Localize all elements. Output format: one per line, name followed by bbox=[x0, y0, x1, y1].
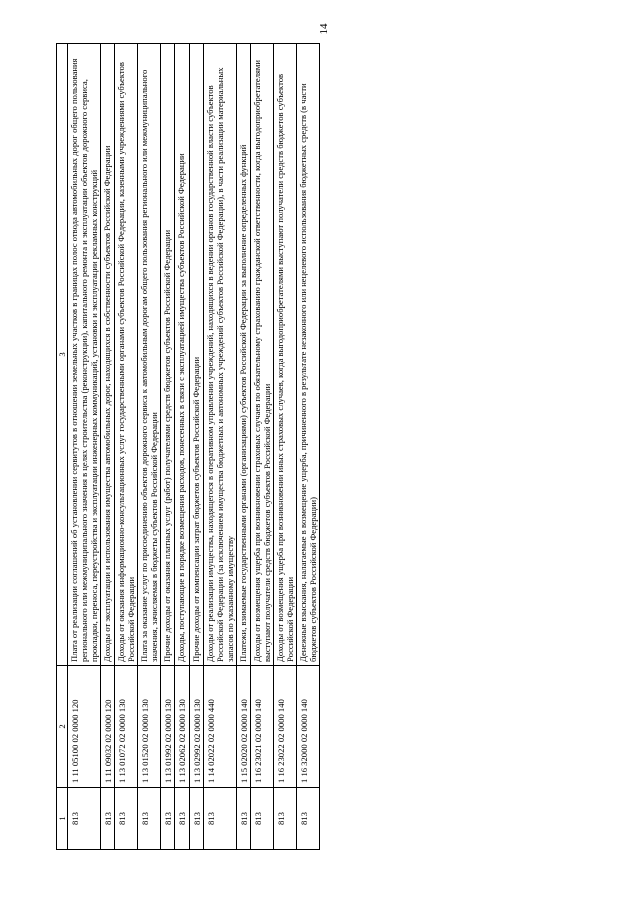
column-header-1: 1 bbox=[57, 788, 68, 850]
revenue-code-cell: 1 13 02062 02 0000 130 bbox=[175, 666, 189, 788]
column-header-2: 2 bbox=[57, 666, 68, 788]
description-cell: Плата за оказание услуг по присоединению объектов дорожного сервиса к автомобильным дорогам общего пользования регионального или межмуниципального значения, зачисляемая в бюджеты субъектов Российской Федерации bbox=[138, 44, 161, 666]
admin-code-cell: 813 bbox=[138, 788, 161, 850]
description-cell: Доходы от эксплуатации и использования имущества автомобильных дорог, находящихся в собственности субъектов Российской Федерации bbox=[101, 44, 115, 666]
rotated-table-container bbox=[56, 44, 590, 850]
revenue-code-cell: 1 16 23021 02 0000 140 bbox=[250, 666, 273, 788]
admin-code-cell: 813 bbox=[115, 788, 138, 850]
description-cell: Прочие доходы от оказания платных услуг (работ) получателями средств бюджетов субъектов Российской Федерации bbox=[161, 44, 175, 666]
table-row bbox=[273, 44, 296, 850]
admin-code-cell: 813 bbox=[296, 788, 319, 850]
admin-code-cell: 813 bbox=[203, 788, 236, 850]
revenue-code-cell: 1 16 32000 02 0000 140 bbox=[296, 666, 319, 788]
admin-code-cell: 813 bbox=[101, 788, 115, 850]
table-row bbox=[161, 44, 175, 850]
description-cell: Доходы от реализации имущества, находящегося в оперативном управлении учреждений, находящихся в ведении органов государственной власти субъектов Российской Федерации (за исключением имущества бюджетных и автономных учреждений субъектов Российской Федерации), в части реализации материальных запасов по указанному имуществу bbox=[203, 44, 236, 666]
admin-code-cell: 813 bbox=[236, 788, 250, 850]
description-cell: Доходы от возмещения ущерба при возникновении страховых случаев по обязательному страхованию гражданской ответственности, когда выгодоприобретателями выступают получатели средств бюджетов субъектов Российской Федерации bbox=[250, 44, 273, 666]
admin-code-cell: 813 bbox=[161, 788, 175, 850]
table-row bbox=[203, 44, 236, 850]
admin-code-cell: 813 bbox=[189, 788, 203, 850]
description-cell: Денежные взыскания, налагаемые в возмещение ущерба, причиненного в результате незаконного или нецелевого использования бюджетных средств (в части бюджетов субъектов Российской Федерации) bbox=[296, 44, 319, 666]
table-row bbox=[189, 44, 203, 850]
revenue-code-cell: 1 11 09032 02 0000 120 bbox=[101, 666, 115, 788]
page-number: 14 bbox=[318, 23, 330, 35]
revenue-code-cell: 1 14 02022 02 0000 440 bbox=[203, 666, 236, 788]
description-cell: Платежи, взимаемые государственными органами (организациями) субъектов Российской Федерации за выполнение определенных функций bbox=[236, 44, 250, 666]
revenue-code-cell: 1 13 01992 02 0000 130 bbox=[161, 666, 175, 788]
revenue-code-cell: 1 13 01520 02 0000 130 bbox=[138, 666, 161, 788]
revenue-code-cell: 1 13 01072 02 0000 130 bbox=[115, 666, 138, 788]
column-header-3: 3 bbox=[57, 44, 68, 666]
revenue-code-cell: 1 15 02020 02 0000 140 bbox=[236, 666, 250, 788]
revenue-code-cell: 1 16 23022 02 0000 140 bbox=[273, 666, 296, 788]
admin-code-cell: 813 bbox=[68, 788, 101, 850]
table-row bbox=[68, 44, 101, 850]
table-row bbox=[236, 44, 250, 850]
revenue-codes-table bbox=[56, 43, 320, 850]
table-row bbox=[115, 44, 138, 850]
admin-code-cell: 813 bbox=[250, 788, 273, 850]
revenue-code-cell: 1 11 05100 02 0000 120 bbox=[68, 666, 101, 788]
table-row bbox=[101, 44, 115, 850]
description-cell: Доходы, поступающие в порядке возмещения расходов, понесенных в связи с эксплуатацией имущества субъектов Российской Федерации bbox=[175, 44, 189, 666]
admin-code-cell: 813 bbox=[273, 788, 296, 850]
revenue-code-cell: 1 13 02992 02 0000 130 bbox=[189, 666, 203, 788]
table-row bbox=[138, 44, 161, 850]
table-header-row bbox=[57, 44, 68, 850]
description-cell: Доходы от возмещения ущерба при возникновении иных страховых случаев, когда выгодоприобретателями выступают получатели средств бюджетов субъектов Российской Федерации bbox=[273, 44, 296, 666]
table-row bbox=[175, 44, 189, 850]
admin-code-cell: 813 bbox=[175, 788, 189, 850]
description-cell: Прочие доходы от компенсации затрат бюджетов субъектов Российской Федерации bbox=[189, 44, 203, 666]
table-row bbox=[296, 44, 319, 850]
description-cell: Плата от реализации соглашений об установлении сервитутов в отношении земельных участков в границах полос отвода автомобильных дорог общего пользования регионального или межмуниципального значения в целях строительства (реконструкции), капитального ремонта и эксплуатации объектов дорожного сервиса, прокладки, переноса, переустройства и эксплуатации инженерных коммуникаций, установки и эксплуатации рекламных конструкций bbox=[68, 44, 101, 666]
description-cell: Доходы от оказания информационно-консультационных услуг государственными органами субъектов Российской Федерации, казенными учреждениями субъектов Российской Федерации bbox=[115, 44, 138, 666]
table-row bbox=[250, 44, 273, 850]
